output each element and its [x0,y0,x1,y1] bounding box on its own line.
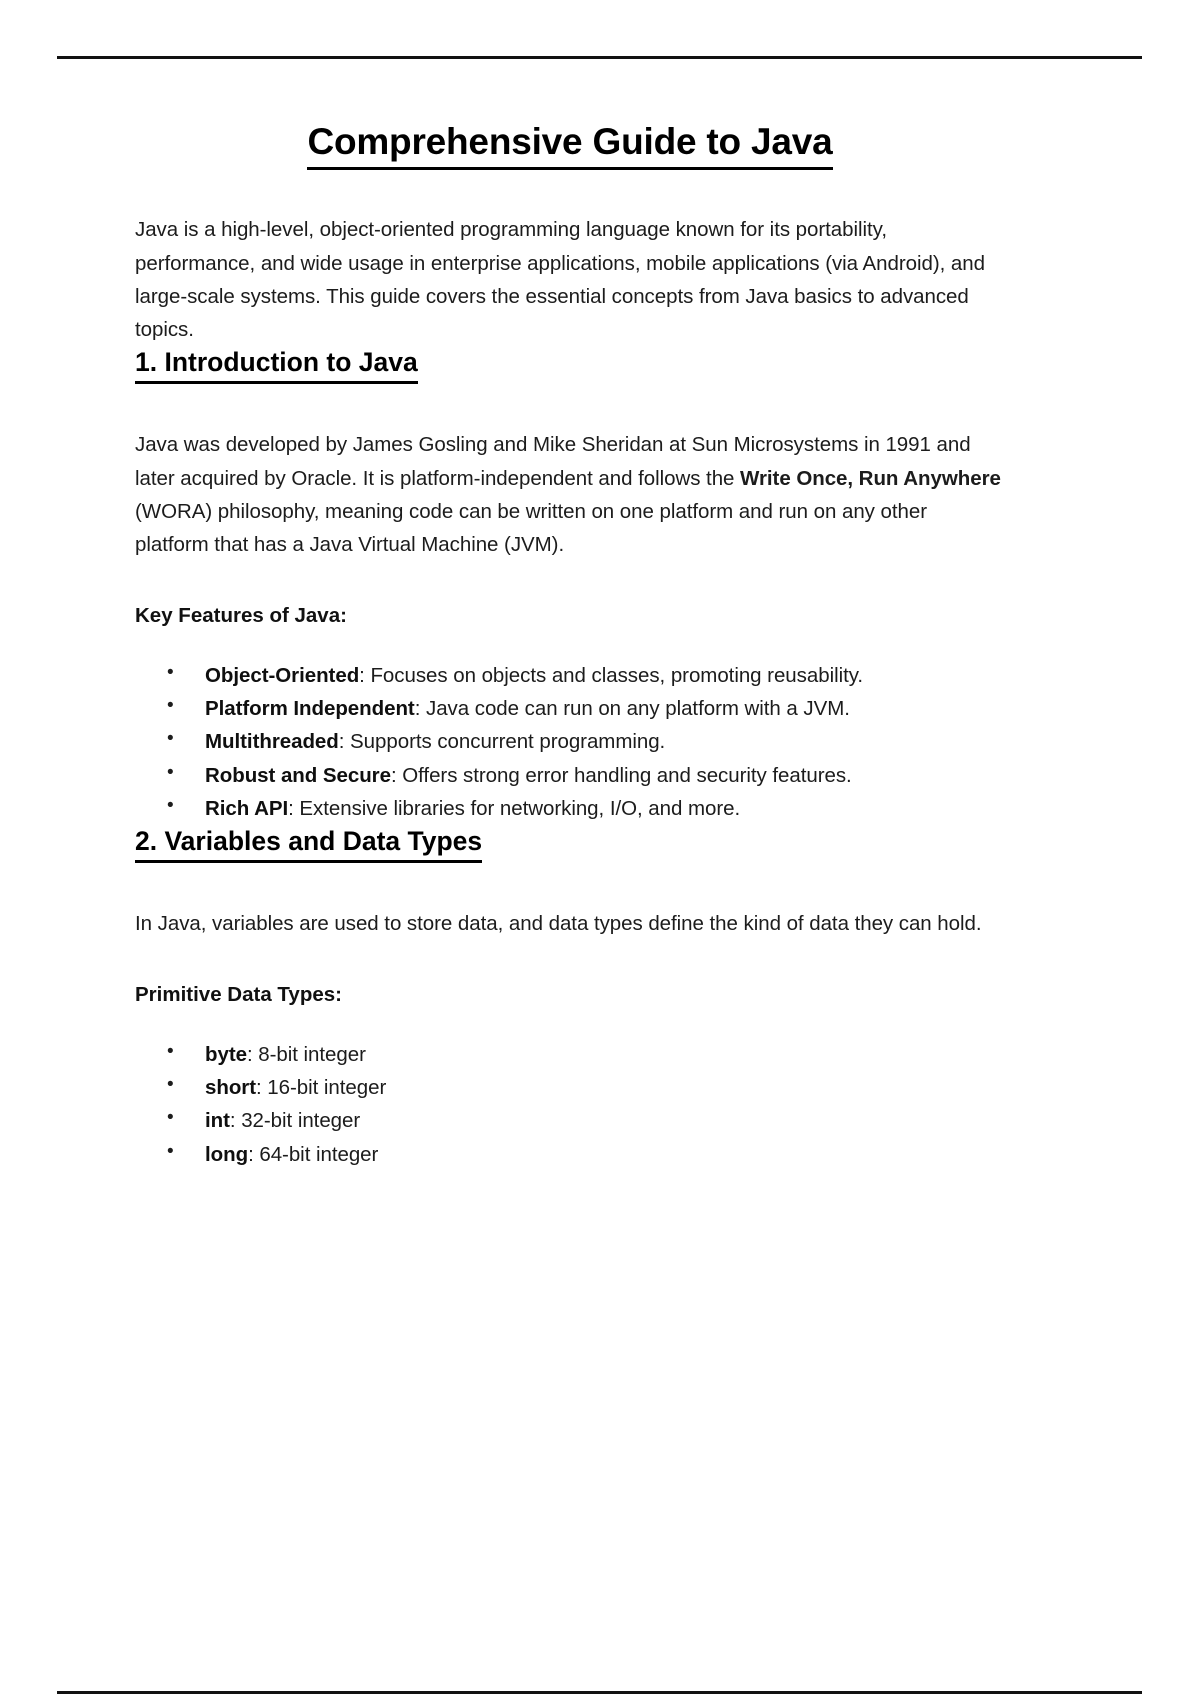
footer-rule [57,1691,1142,1694]
list-item-term: int [205,1109,230,1133]
intro-paragraph: Java is a high-level, object-oriented programming language known for its portability, performance, and wide usage in enterprise applications, mobile applications (via Android), and large-scale systems. This guide covers the essential concepts from Java basics to advanced topics. [135,218,985,341]
list-item [135,759,1005,792]
page-title-text: Comprehensive Guide to Java [307,121,832,170]
list-item-term: short [205,1076,257,1100]
list-item-description: : Extensive libraries for networking, I/O, and more. [288,796,741,820]
list-item-description: : 16-bit integer [256,1076,387,1100]
section-heading-introduction-to-java [135,346,1005,379]
list-item [135,1071,1005,1104]
document-body [135,120,1005,1171]
section-1-paragraph-part1: Java was developed by James Gosling and Mike Sheridan at Sun Microsystems in 1991 and later acquired by Oracle. It is platform-independent and follows the [135,433,971,490]
list-item [135,692,1005,725]
list-item-description: : Supports concurrent programming. [338,730,666,754]
key-features-list [135,659,1005,825]
list-item [135,1038,1005,1071]
list-item [135,1138,1005,1171]
list-item-description: : 32-bit integer [229,1109,361,1133]
list-item-description: : Java code can run on any platform with a JVM. [414,697,850,721]
section-heading-1-text: 1. Introduction to Java [135,347,418,384]
section-1-paragraph-part2: (WORA) philosophy, meaning code can be written on one platform and run on any other platform that has a Java Virtual Machine (JVM). [135,499,927,556]
list-item [135,792,1005,825]
list-item-description: : 8-bit integer [246,1042,366,1066]
key-features-lead-in: Key Features of Java: [135,604,347,628]
list-item [135,1104,1005,1137]
list-item-description: : Focuses on objects and classes, promoting reusability. [359,663,864,687]
section-2-paragraph: In Java, variables are used to store data, and data types define the kind of data they can hold. [135,912,982,936]
primitive-data-types-lead-in: Primitive Data Types: [135,983,342,1007]
list-item-term: Rich API [205,796,289,820]
list-item-term: Robust and Secure [205,763,391,787]
list-item [135,725,1005,758]
header-rule [57,56,1142,59]
list-item-term: long [205,1142,249,1166]
list-item-term: Object-Oriented [205,663,360,687]
list-item-term: byte [205,1042,247,1066]
section-1-paragraph [135,428,1005,561]
page-title [135,120,1005,164]
list-item-description: : 64-bit integer [248,1142,379,1166]
primitive-data-types-list [135,1038,1005,1171]
section-1-paragraph-emphasis: Write Once, Run Anywhere [740,466,1001,490]
section-heading-2-text: 2. Variables and Data Types [135,826,482,863]
section-heading-variables-and-data-types [135,825,1005,858]
list-item [135,659,1005,692]
list-item-description: : Offers strong error handling and security features. [390,763,852,787]
list-item-term: Multithreaded [205,730,339,754]
list-item-term: Platform Independent [205,697,415,721]
